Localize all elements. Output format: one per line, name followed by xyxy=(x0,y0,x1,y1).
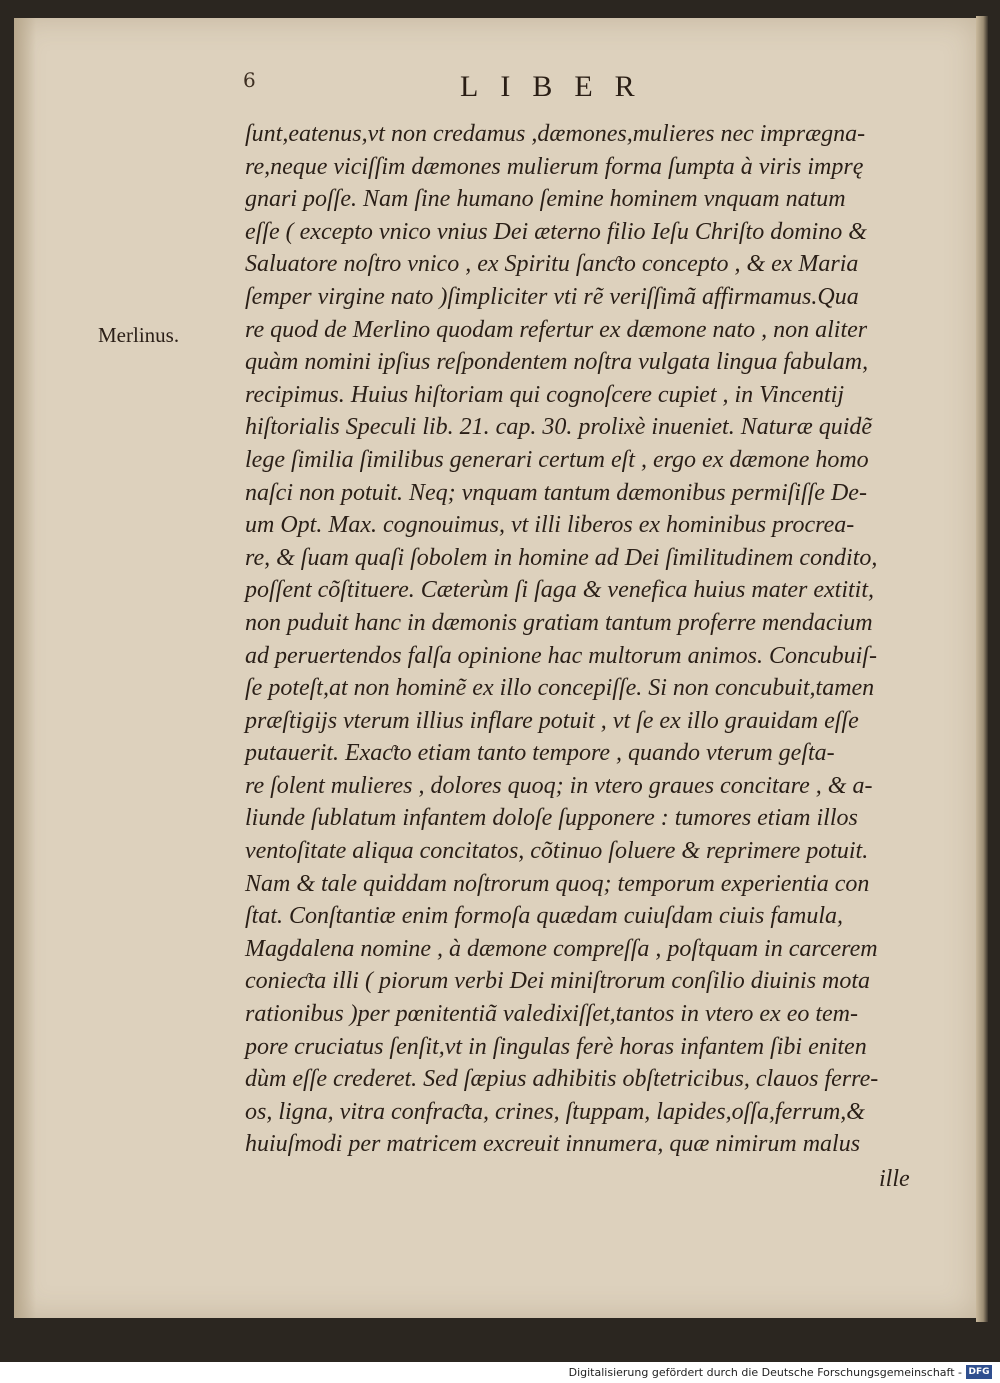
text-line: Nam & tale quiddam noſtrorum quoq; temporum experientia con xyxy=(245,870,870,897)
marginal-note: Merlinus. xyxy=(98,323,180,347)
text-line: gnari poſſe. Nam ſine humano ſemine hominem vnquam natum xyxy=(245,186,846,213)
text-line: pore cruciatus ſenſit,vt in ſingulas ferè horas infantem ſibi eniten xyxy=(245,1033,867,1060)
folio-mark: 6 xyxy=(243,68,256,92)
text-line: non puduit hanc in dæmonis gratiam tantum proferre mendacium xyxy=(245,609,873,636)
text-line: putauerit. Exaƈto etiam tanto tempore , quando vterum geſta- xyxy=(245,740,835,767)
text-line: ſemper virgine nato )ſimpliciter vti rẽ veriſſimã affirmamus.Qua xyxy=(245,283,859,310)
text-line: os, ligna, vitra confraƈta, crines, ſtuppam, lapides,oſſa,ferrum,& xyxy=(245,1098,865,1125)
footer-bar xyxy=(0,1362,1000,1383)
text-line: liunde ſublatum infantem doloſe ſupponere : tumores etiam illos xyxy=(245,805,858,832)
text-line: um Opt. Max. cognouimus, vt illi liberos ex hominibus procrea- xyxy=(245,512,855,539)
funding-credit: Digitalisierung gefördert durch die Deutsche Forschungsgemeinschaft - xyxy=(568,1366,962,1379)
text-line: hiſtorialis Speculi lib. 21. cap. 30. prolixè inueniet. Naturæ quidẽ xyxy=(245,414,873,441)
text-line: huiuſmodi per matricem excreuit innumera, quæ nimirum malus xyxy=(245,1131,861,1158)
text-line: re, & ſuam quaſi ſobolem in homine ad Dei ſimilitudinem condito, xyxy=(245,544,878,571)
text-line: eſſe ( excepto vnico vnius Dei æterno filio Ieſu Chriſto domino & xyxy=(245,218,867,245)
page-edge xyxy=(976,16,988,1322)
text-line: ſunt,eatenus,vt non credamus ,dæmones,mulieres nec imprægna- xyxy=(245,121,866,147)
text-line: re,neque viciſſim dæmones mulierum forma ſumpta à viris imprę xyxy=(245,153,864,180)
text-line: re quod de Merlino quodam refertur ex dæmone nato , non aliter xyxy=(245,316,868,343)
text-line: dùm eſſe crederet. Sed ſæpius adhibitis obſtetricibus, clauos ferre- xyxy=(245,1066,879,1093)
text-line: re ſolent mulieres , dolores quoq; in vtero graues concitare , & a- xyxy=(245,772,873,799)
text-line: quàm nomini ipſius reſpondentem noſtra vulgata lingua fabulam, xyxy=(245,349,869,376)
text-line: lege ſimilia ſimilibus generari certum eſt , ergo ex dæmone homo xyxy=(245,446,869,473)
text-line: ſtat. Conſtantiæ enim formoſa quædam cuiuſdam ciuis famula, xyxy=(245,903,844,930)
text-line: Saluatore noſtro vnico , ex Spiritu ſanƈto concepto , & ex Maria xyxy=(245,251,859,278)
body-text xyxy=(245,118,935,1161)
text-line: recipimus. Huius hiſtoriam qui cognoſcere cupiet , in Vincentij xyxy=(245,381,845,408)
catchword: ille xyxy=(879,1166,910,1192)
text-line: ventoſitate aliqua concitatos, cõtinuo ſoluere & reprimere potuit. xyxy=(245,838,869,865)
text-line: rationibus )per pœnitentiã valedixiſſet,tantos in vtero ex eo tem- xyxy=(245,1001,858,1028)
dfg-logo: DFG xyxy=(966,1365,992,1379)
text-line: naſci non potuit. Neq; vnquam tantum dæmonibus permiſiſſe De- xyxy=(245,479,867,506)
running-head: LIBER xyxy=(460,70,657,103)
text-line: ſe poteſt,at non hominẽ ex illo concepiſſe. Si non concubuit,tamen xyxy=(245,675,875,702)
text-line: conieƈta illi ( piorum verbi Dei miniſtrorum conſilio diuinis mota xyxy=(245,968,871,995)
page-gutter-shadow xyxy=(14,18,36,1318)
text-line: Magdalena nomine , à dæmone compreſſa , poſtquam in carcerem xyxy=(245,935,878,962)
text-line: præſtigijs vterum illius inflare potuit , vt ſe ex illo grauidam eſſe xyxy=(245,707,859,734)
text-line: poſſent cõſtituere. Cæterùm ſi ſaga & venefica huius mater extitit, xyxy=(245,577,875,604)
text-line: ad peruertendos falſa opinione hac multorum animos. Concubuiſ- xyxy=(245,642,877,669)
